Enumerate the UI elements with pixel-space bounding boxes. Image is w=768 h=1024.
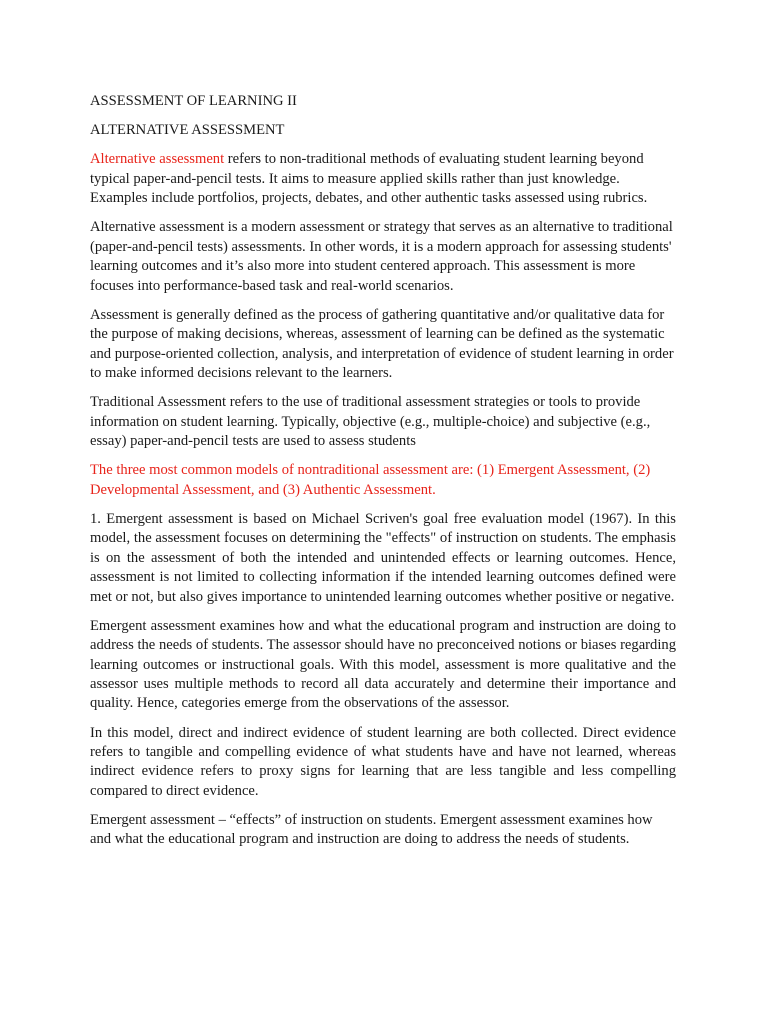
paragraph-alternative-definition [90, 150, 676, 208]
paragraph-emergent-assessment: 1. Emergent assessment is based on Michael Scriven's goal free evaluation model (1967). In this model, the assessment focuses on determining the "effects" of instruction on students. The emphasis is on the assessment of both the intended and unintended effects or learning outcomes. Hence, assessment is not limited to collecting information if the intended learning outcomes defined were met or not, but also gives importance to unintended learning outcomes whether positive or negative. [90, 510, 676, 605]
document-subtitle: ALTERNATIVE ASSESSMENT [90, 122, 285, 139]
paragraph-emergent-examines: Emergent assessment examines how and what the educational program and instruction are doing to address the needs of students. The assessor should have no preconceived notions or biases regarding learning outcomes or instructional goals. With this model, assessment is more qualitative and the assessor uses multiple methods to record all data accurately and determine their importance and quality. Hence, categories emerge from the observations of the assessor. [90, 617, 676, 712]
highlighted-term: Alternative assessment [90, 151, 225, 168]
paragraph-direct-indirect-evidence: In this model, direct and indirect evidence of student learning are both collected. Direct evidence refers to tangible and compelling evidence of what students have and have not learned, whereas indirect evidence refers to proxy signs for learning that are less tangible and less compelling compared to direct evidence. [90, 724, 676, 799]
paragraph-assessment-definition: Assessment is generally defined as the process of gathering quantitative and/or qualitative data for the purpose of making decisions, whereas, assessment of learning can be defined as the systematic and purpose-oriented collection, analysis, and interpretation of evidence of student learning in order to make informed decisions relevant to the learners. [90, 306, 674, 382]
paragraph-text: refers to non-traditional methods of evaluating student learning beyond typical paper-and-pencil tests. It aims to measure applied skills rather than just knowledge. Examples include portfolios, projects, debates, and other authentic tasks assessed using rubrics. [90, 151, 648, 207]
document-title: ASSESSMENT OF LEARNING II [90, 93, 297, 109]
paragraph-traditional-assessment: Traditional Assessment refers to the use of traditional assessment strategies or tools to provide information on student learning. Typically, objective (e.g., multiple-choice) and subjective (e.g., essay) paper-and-pencil tests are used to assess students [90, 394, 651, 450]
paragraph-alternative-modern: Alternative assessment is a modern assessment or strategy that serves as an alternative to traditional (paper-and-pencil tests) assessments. In other words, it is a modern approach for assessing students' learning outcomes and it’s also more into student centered approach. This assessment is more focuses into performance-based task and real-world scenarios. [90, 219, 673, 294]
paragraph-three-models: The three most common models of nontraditional assessment are: (1) Emergent Assessment, (2) Developmental Assessment, and (3) Authentic Assessment. [90, 462, 651, 498]
paragraph-emergent-effects: Emergent assessment – “effects” of instruction on students. Emergent assessment examines how and what the educational program and instruction are doing to address the needs of students. [90, 811, 653, 848]
document-page [90, 92, 676, 860]
